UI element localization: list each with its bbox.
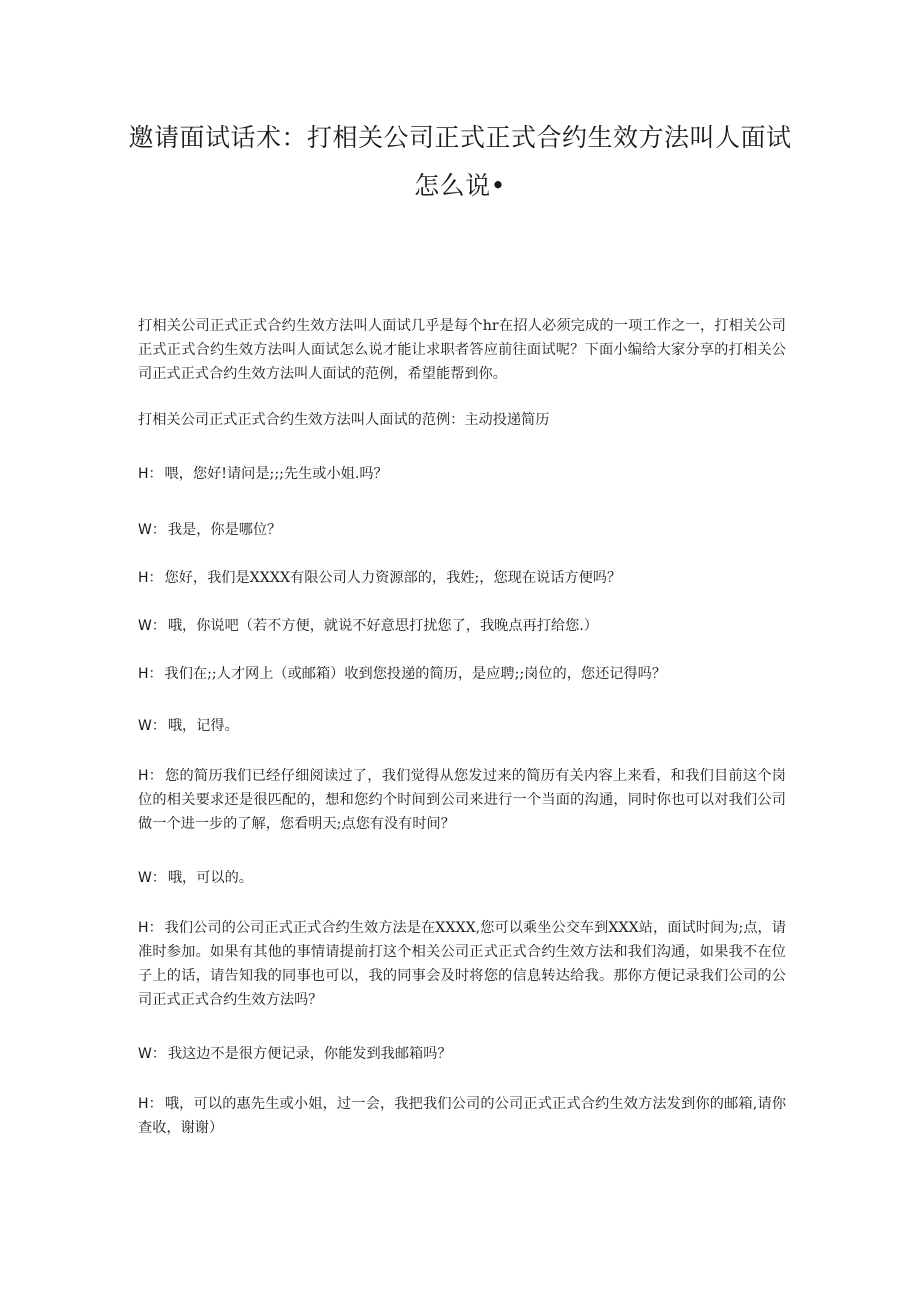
dialogue-line bbox=[138, 916, 786, 1012]
dialogue-line bbox=[138, 518, 786, 542]
dialogue-text: 我们公司的公司正式正式合约生效方法是在XXXX,您可以乘坐公交车到XXX站，面试时间为;点，请准时参加。如果有其他的事情请提前打这个相关公司正式正式合约生效方法和我们沟通，如果我不在位子上的话，请告知我的同事也可以，我的同事会及时将您的信息转达给我。那你方便记录我们公司的公司正式正式合约生效方法吗？ bbox=[138, 920, 786, 1008]
speaker-label: W： bbox=[138, 522, 166, 538]
speaker-label: W： bbox=[138, 618, 166, 634]
speaker-label: H： bbox=[138, 666, 163, 682]
dialogue-text: 哦，记得。 bbox=[167, 718, 239, 734]
dialogue-line bbox=[138, 566, 786, 590]
speaker-label: W： bbox=[138, 1046, 166, 1062]
speaker-label: W： bbox=[138, 718, 166, 734]
intro-paragraph: 打相关公司正式正式合约生效方法叫人面试几乎是每个hr在招人必须完成的一项工作之一，打相关公司正式正式合约生效方法叫人面试怎么说才能让求职者答应前往面试呢？下面小编给大家分享的打相关公司正式正式合约生效方法叫人面试的范例，希望能帮到你。 bbox=[138, 318, 786, 382]
document-title-line-1: 邀请面试话术：打相关公司正式正式合约生效方法叫人面试 bbox=[128, 123, 792, 152]
dialogue-text: 我们在;;人才网上（或邮箱）收到您投递的简历，是应聘;;岗位的，您还记得吗？ bbox=[164, 666, 667, 682]
section-heading: 打相关公司正式正式合约生效方法叫人面试的范例：主动投递简历 bbox=[138, 412, 550, 428]
dialogue-line bbox=[138, 764, 786, 836]
dialogue-line bbox=[138, 714, 786, 738]
speaker-label: H： bbox=[138, 570, 163, 586]
speaker-label: H： bbox=[138, 466, 163, 482]
dialogue-text: 哦，可以的。 bbox=[167, 870, 253, 886]
document-title-line-2: 怎么说• bbox=[414, 171, 506, 200]
speaker-label: H： bbox=[138, 1096, 163, 1112]
speaker-label: H： bbox=[138, 768, 164, 784]
speaker-label: W： bbox=[138, 870, 166, 886]
dialogue-line bbox=[138, 662, 786, 686]
dialogue-text: 我是，你是哪位？ bbox=[167, 522, 282, 538]
dialogue-line bbox=[138, 1092, 786, 1140]
dialogue-line bbox=[138, 614, 786, 638]
dialogue-text: 哦，你说吧（若不方便，就说不好意思打扰您了，我晚点再打给您.） bbox=[167, 618, 598, 634]
dialogue-line bbox=[138, 462, 786, 486]
dialogue-text: 哦，可以的惠先生或小姐，过一会，我把我们公司的公司正式正式合约生效方法发到你的邮箱,请你查收，谢谢） bbox=[138, 1096, 787, 1136]
speaker-label: H： bbox=[138, 920, 163, 936]
dialogue-text: 喂，您好!请问是;;;先生或小姐.吗？ bbox=[164, 466, 388, 482]
dialogue-line bbox=[138, 866, 786, 890]
dialogue-text: 您的简历我们已经仔细阅读过了，我们觉得从您发过来的简历有关内容上来看，和我们目前这个岗位的相关要求还是很匹配的，想和您约个时间到公司来进行一个当面的沟通，同时你也可以对我们公司做一个进一步的了解，您看明天;点您有没有时间？ bbox=[138, 768, 786, 832]
dialogue-text: 您好，我们是XXXX有限公司人力资源部的，我姓;，您现在说话方便吗？ bbox=[164, 570, 622, 586]
dialogue-text: 我这边不是很方便记录，你能发到我邮箱吗？ bbox=[167, 1046, 452, 1062]
dialogue-line bbox=[138, 1042, 786, 1066]
